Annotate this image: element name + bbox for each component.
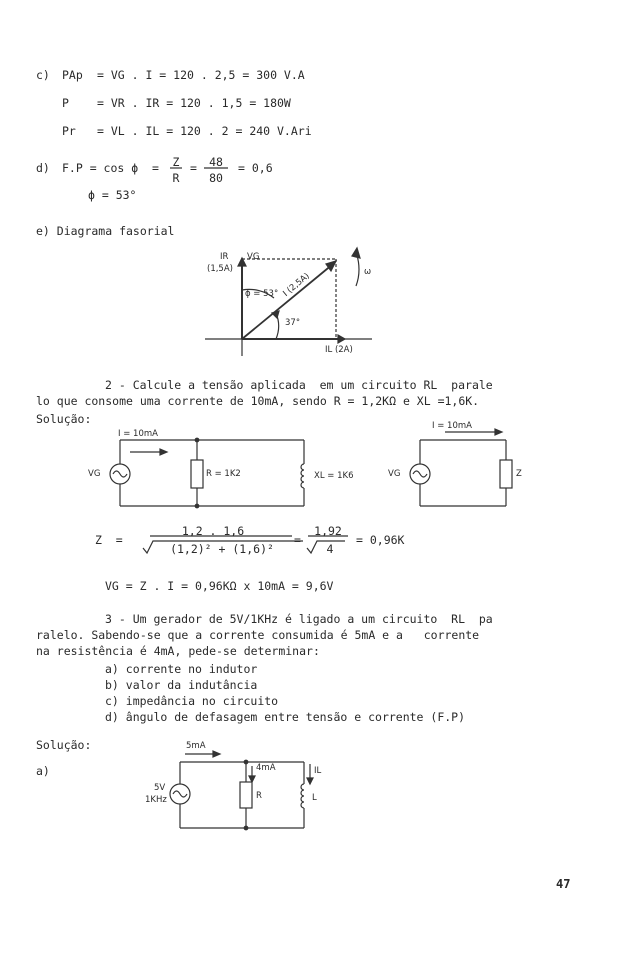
phi-value: ϕ = 53° <box>88 188 137 202</box>
problem-3-line-2: ralelo. Sabendo-se que a corrente consumida é 5mA e a corrente <box>36 628 480 642</box>
i-total-label: I (2,5A) <box>281 271 312 299</box>
impedance-z-label: Z = <box>95 533 123 547</box>
source-1khz-label: 1KHz <box>145 795 167 805</box>
resistor-label-1: R = 1K2 <box>206 469 241 479</box>
vg-label-1: VG <box>88 469 101 479</box>
problem-2-line-1: 2 - Calcule a tensão aplicada em um circuito RL parale <box>105 378 493 392</box>
circuit-problem-3 <box>170 751 313 830</box>
z-label-2: Z <box>516 469 522 479</box>
equals-sign: = <box>190 161 197 175</box>
fraction-80-denominator: 80 <box>209 171 223 185</box>
circuit-equivalent-z <box>410 429 512 506</box>
pr-symbol: Pr <box>62 124 76 138</box>
fraction-r-denominator: R <box>172 171 180 185</box>
problem-3-item-b: b) valor da indutância <box>105 678 258 692</box>
current-label-2: I = 10mA <box>432 421 472 431</box>
page-number: 47 <box>556 877 571 891</box>
problem-3-item-c: c) impedância no circuito <box>105 694 279 708</box>
impedance-z-box <box>500 460 512 488</box>
il-arrowhead <box>338 335 345 343</box>
pr-equation: = VL . IL = 120 . 2 = 240 V.Ari <box>97 124 312 138</box>
current-4ma-label: 4mA <box>256 763 276 773</box>
ir-value: (1,5A) <box>207 264 233 274</box>
ir-label: IR <box>220 252 229 262</box>
power-factor-label: F.P = cos ϕ = <box>62 161 159 175</box>
inductor-l <box>301 464 304 488</box>
impedance-numerator-2: 1,92 <box>314 524 342 538</box>
pap-equation: = VG . I = 120 . 2,5 = 300 V.A <box>97 68 305 82</box>
vg-phasor-label: VG <box>247 252 260 262</box>
inductor-l-3 <box>301 784 304 808</box>
problem-3-line-1: 3 - Um gerador de 5V/1KHz é ligado a um circuito RL pa <box>105 612 493 626</box>
problem-3-item-d: d) ângulo de defasagem entre tensão e corrente (F.P) <box>105 710 466 724</box>
p-equation: = VR . IR = 120 . 1,5 = 180W <box>97 96 291 110</box>
problem-3-a-label: a) <box>36 764 50 778</box>
phi-angle-label: ϕ = 53° <box>245 289 279 299</box>
impedance-equals: = <box>294 533 301 547</box>
il-phasor-label: IL (2A) <box>325 345 353 355</box>
resistor-r-label: R <box>256 791 262 801</box>
impedance-denominator: (1,2)² + (1,6)² <box>170 542 274 556</box>
source-5v-label: 5V <box>154 783 166 793</box>
fraction-48-numerator: 48 <box>209 155 223 169</box>
problem-3-line-3: na resistência é 4mA, pede-se determinar: <box>36 644 320 658</box>
power-factor-result: = 0,6 <box>238 161 273 175</box>
resistor-r <box>191 460 203 488</box>
impedance-numerator: 1,2 . 1,6 <box>181 524 245 538</box>
il-label-3: IL <box>314 766 322 776</box>
vg-calculation: VG = Z . I = 0,96KΩ x 10mA = 9,6V <box>105 579 334 593</box>
impedance-result: = 0,96K <box>356 533 405 547</box>
problem-2-solucao: Solução: <box>36 412 92 426</box>
impedance-denominator-2: 4 <box>326 542 334 556</box>
item-d-label: d) <box>36 161 50 175</box>
p-symbol: P <box>62 96 69 110</box>
sqrt-sign-2 <box>307 541 345 553</box>
problem-3-solucao: Solução: <box>36 738 92 752</box>
current-label-1: I = 10mA <box>118 429 158 439</box>
item-c-label: c) <box>36 68 50 82</box>
sqrt-sign-1 <box>143 541 303 553</box>
current-5ma-label: 5mA <box>186 741 206 751</box>
pap-symbol: PAp <box>62 68 83 82</box>
vg-label-2: VG <box>388 469 401 479</box>
inductor-label-1: XL = 1K6 <box>314 471 354 481</box>
resistor-r-3 <box>240 782 252 808</box>
angle-37-label: 37° <box>285 318 301 328</box>
fraction-z-numerator: Z <box>172 155 180 169</box>
problem-3-item-a: a) corrente no indutor <box>105 662 258 676</box>
phasor-diagram-heading: e) Diagrama fasorial <box>36 224 175 238</box>
problem-2-line-2: lo que consome uma corrente de 10mA, sendo R = 1,2KΩ e XL =1,6K. <box>36 394 480 408</box>
inductor-l-label: L <box>312 793 317 803</box>
omega-label: ω <box>364 267 372 277</box>
